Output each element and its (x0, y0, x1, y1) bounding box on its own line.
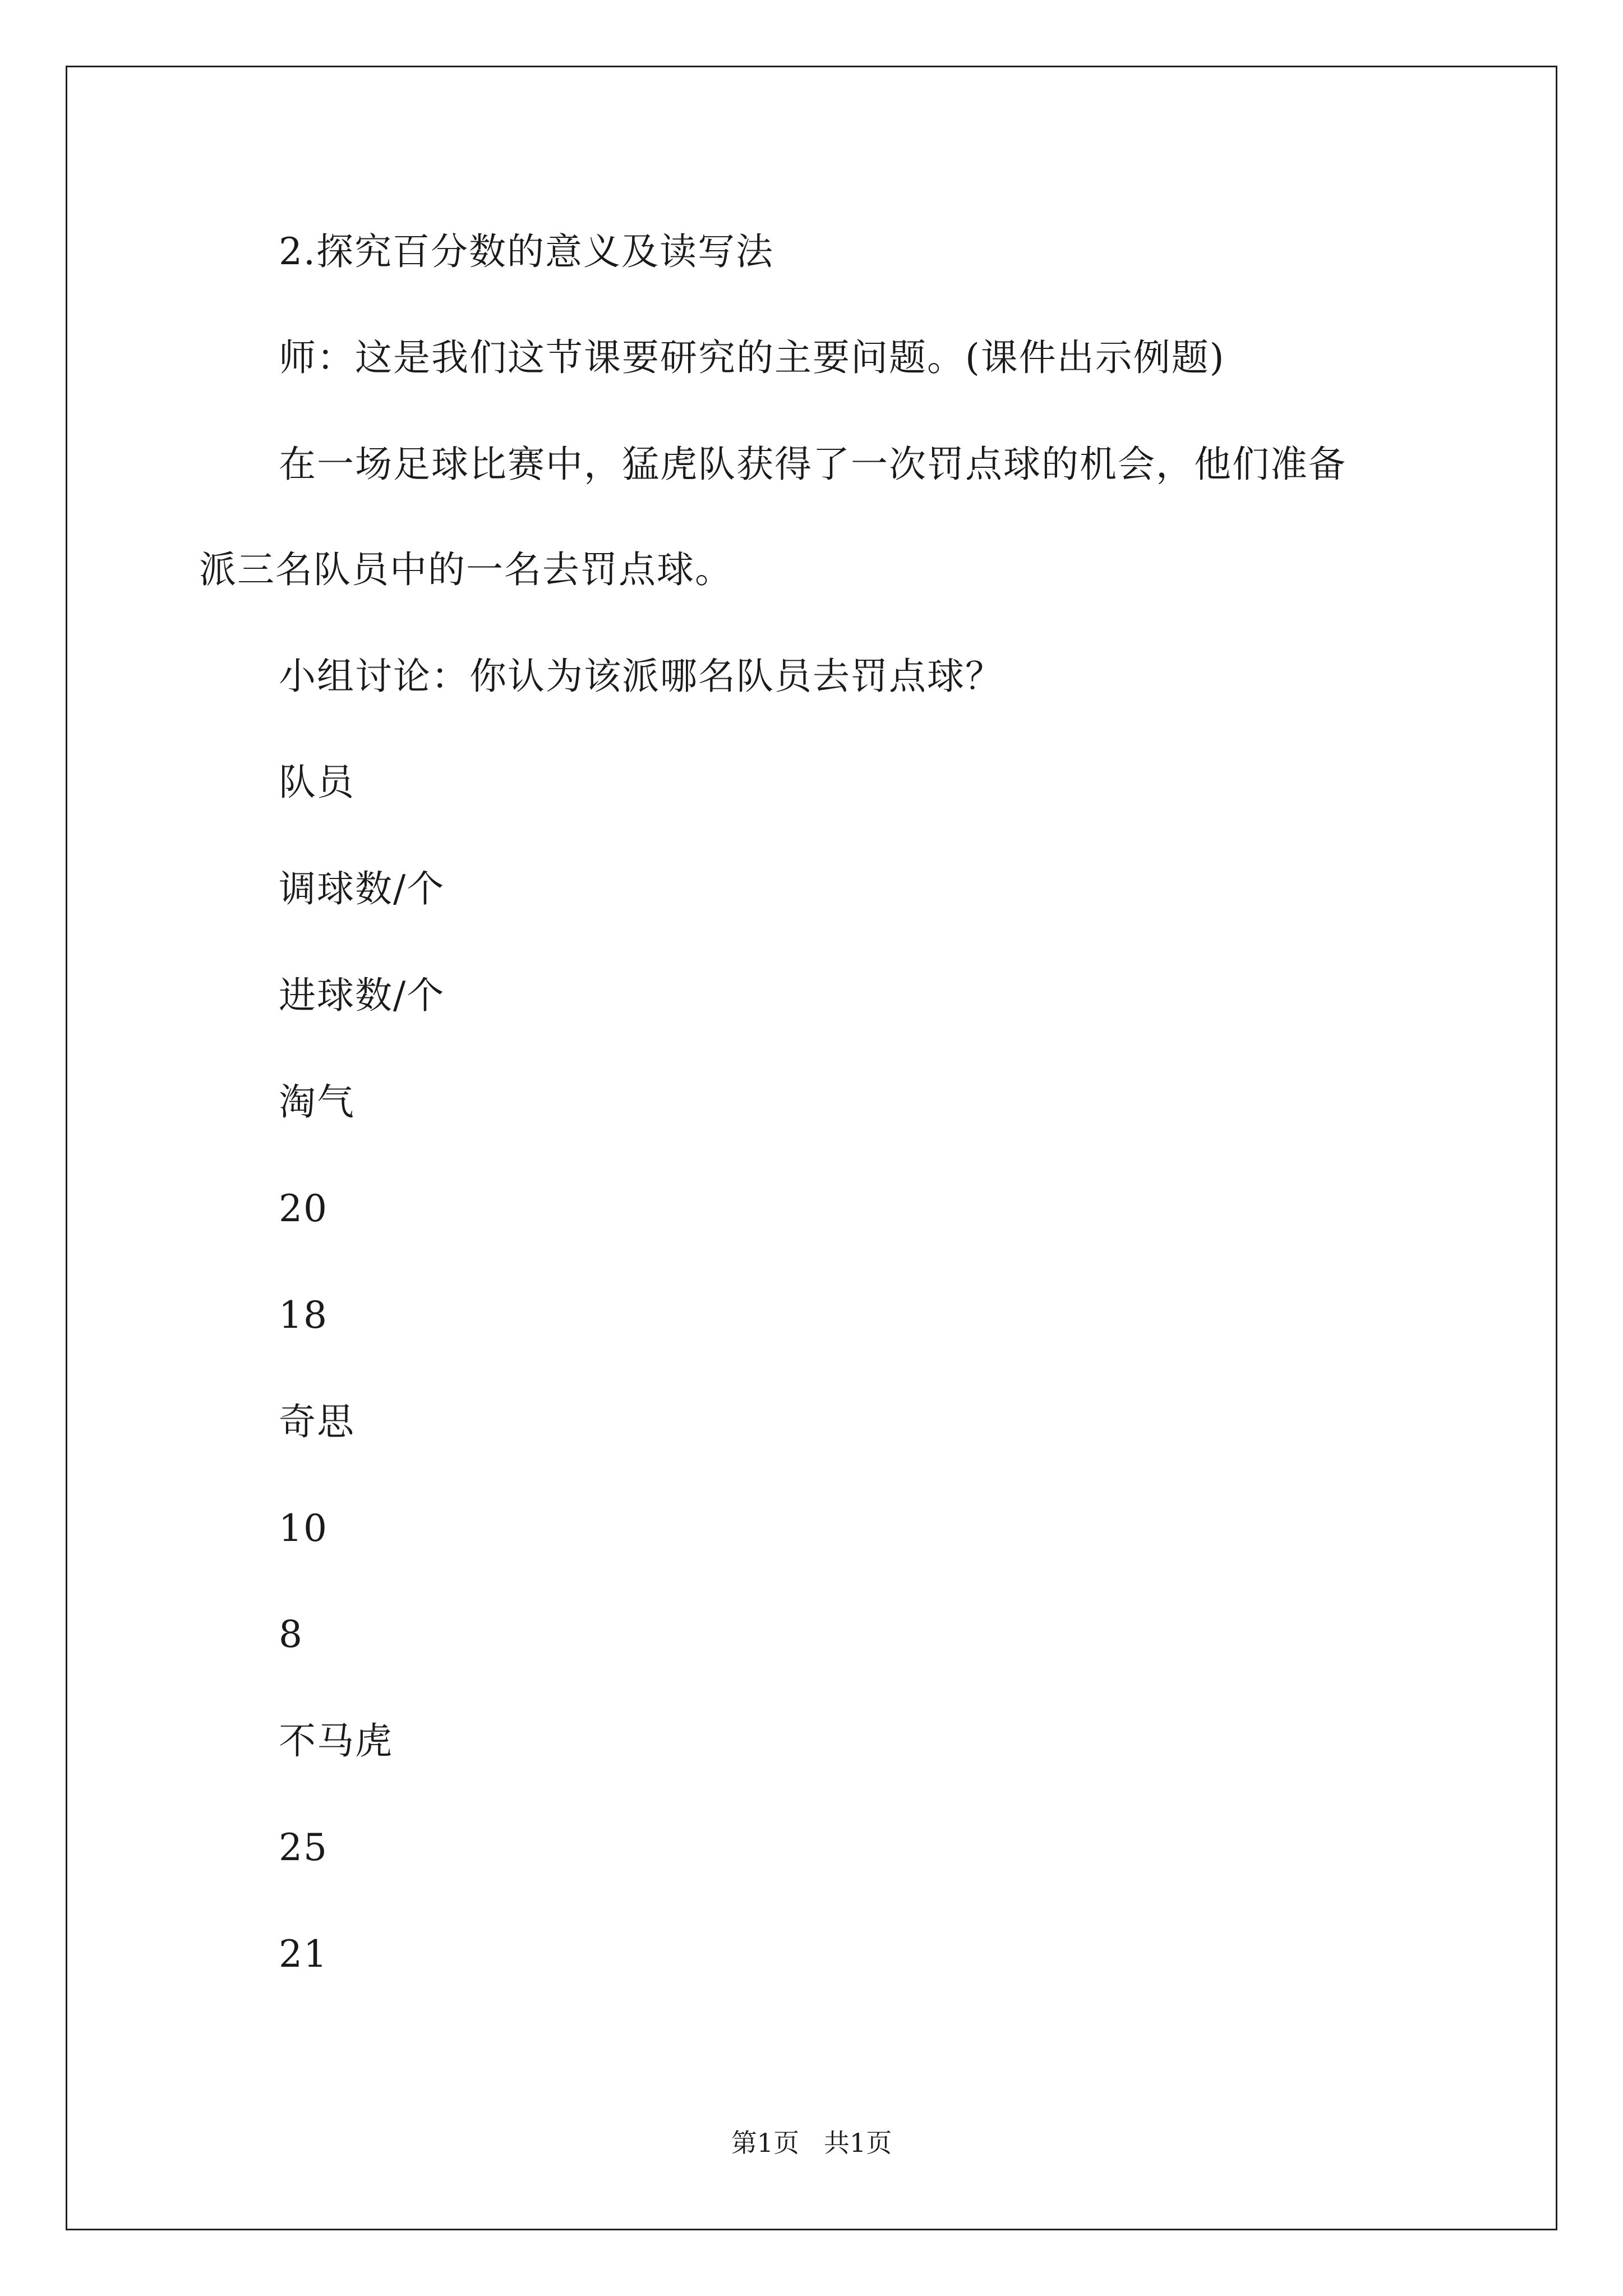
player-shots: 10 (279, 1507, 328, 1550)
player-shots: 25 (279, 1826, 328, 1869)
player-goals: 21 (279, 1932, 328, 1976)
page-number-footer: 第1页 共1页 (731, 2128, 892, 2158)
player-name: 淘气 (279, 1080, 355, 1124)
player-shots: 20 (279, 1187, 328, 1230)
player-name: 不马虎 (279, 1719, 393, 1763)
table-header-shots: 调球数/个 (279, 867, 445, 910)
table-header-goals: 进球数/个 (279, 974, 445, 1017)
paragraph-problem-line-1: 在一场足球比赛中，猛虎队获得了一次罚点球的机会，他们准备 (279, 443, 1347, 486)
player-goals: 18 (279, 1294, 328, 1337)
player-goals: 8 (279, 1613, 303, 1656)
paragraph-teacher: 师：这是我们这节课要研究的主要问题。(课件出示例题) (279, 336, 1225, 379)
table-header-player: 队员 (279, 761, 355, 804)
section-heading: 2.探究百分数的意义及读写法 (279, 230, 774, 273)
paragraph-problem-line-2: 派三名队员中的一名去罚点球。 (199, 548, 733, 591)
player-name: 奇思 (279, 1400, 355, 1443)
paragraph-discussion: 小组讨论：你认为该派哪名队员去罚点球？ (279, 655, 1003, 698)
page-border (66, 66, 1557, 2230)
